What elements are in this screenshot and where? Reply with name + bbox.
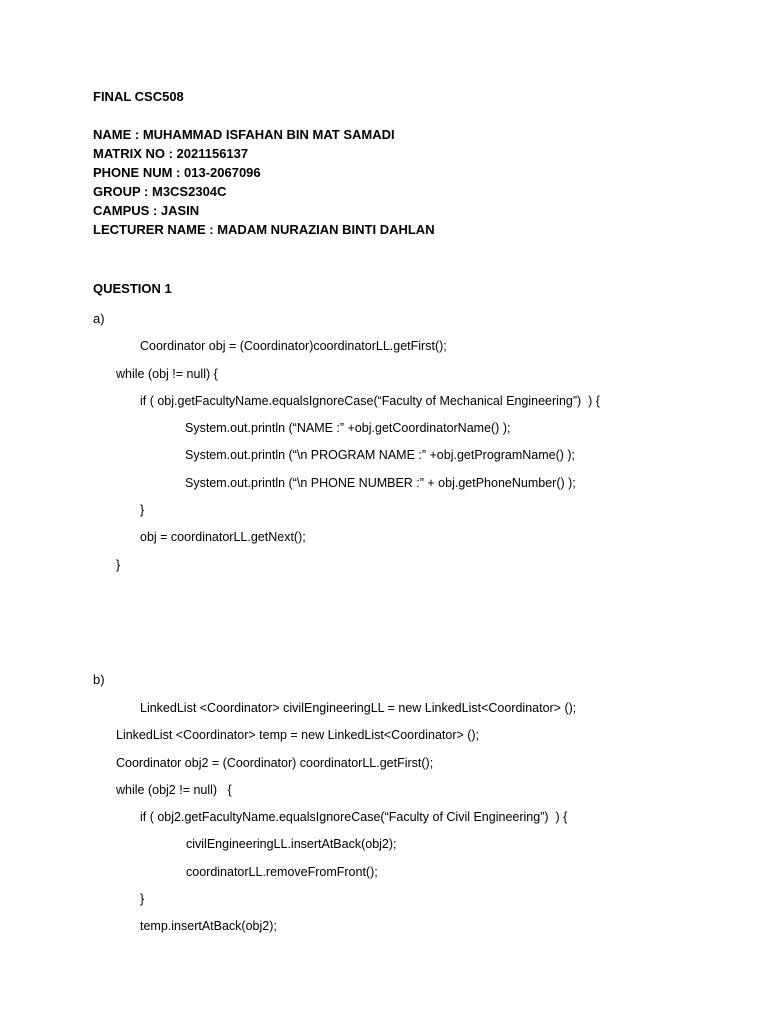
question-heading: QUESTION 1: [93, 281, 172, 296]
matrix-number: MATRIX NO : 2021156137: [93, 146, 249, 161]
code-line: if ( obj2.getFacultyName.equalsIgnoreCase(“Faculty of Civil Engineering”) ) {: [140, 810, 568, 824]
code-line: }: [140, 892, 145, 906]
student-name: NAME : MUHAMMAD ISFAHAN BIN MAT SAMADI: [93, 127, 395, 142]
code-line: }: [140, 503, 145, 517]
code-line: System.out.println (“\n PHONE NUMBER :” + obj.getPhoneNumber() );: [185, 476, 576, 490]
code-line: temp.insertAtBack(obj2);: [140, 919, 277, 933]
code-line: LinkedList <Coordinator> temp = new LinkedList<Coordinator> ();: [116, 728, 480, 742]
code-line: System.out.println (“\n PROGRAM NAME :” +obj.getProgramName() );: [185, 448, 576, 462]
campus: CAMPUS : JASIN: [93, 203, 200, 218]
code-line: while (obj != null) {: [116, 367, 218, 381]
code-line: if ( obj.getFacultyName.equalsIgnoreCase(“Faculty of Mechanical Engineering”) ) {: [140, 394, 600, 408]
code-line: }: [116, 558, 121, 572]
group: GROUP : M3CS2304C: [93, 184, 227, 199]
code-line: LinkedList <Coordinator> civilEngineeringLL = new LinkedList<Coordinator> ();: [140, 701, 577, 715]
part-b-label: b): [93, 672, 105, 687]
code-line: coordinatorLL.removeFromFront();: [186, 865, 378, 879]
code-line: System.out.println (“NAME :” +obj.getCoordinatorName() );: [185, 421, 511, 435]
code-line: obj = coordinatorLL.getNext();: [140, 530, 306, 544]
code-line: Coordinator obj = (Coordinator)coordinatorLL.getFirst();: [140, 339, 447, 353]
lecturer-name: LECTURER NAME : MADAM NURAZIAN BINTI DAHLAN: [93, 222, 435, 237]
code-line: civilEngineeringLL.insertAtBack(obj2);: [186, 837, 397, 851]
code-line: Coordinator obj2 = (Coordinator) coordinatorLL.getFirst();: [116, 756, 434, 770]
code-line: while (obj2 != null) {: [116, 783, 232, 797]
document-title: FINAL CSC508: [93, 89, 184, 104]
phone-number: PHONE NUM : 013-2067096: [93, 165, 261, 180]
part-a-label: a): [93, 311, 105, 326]
